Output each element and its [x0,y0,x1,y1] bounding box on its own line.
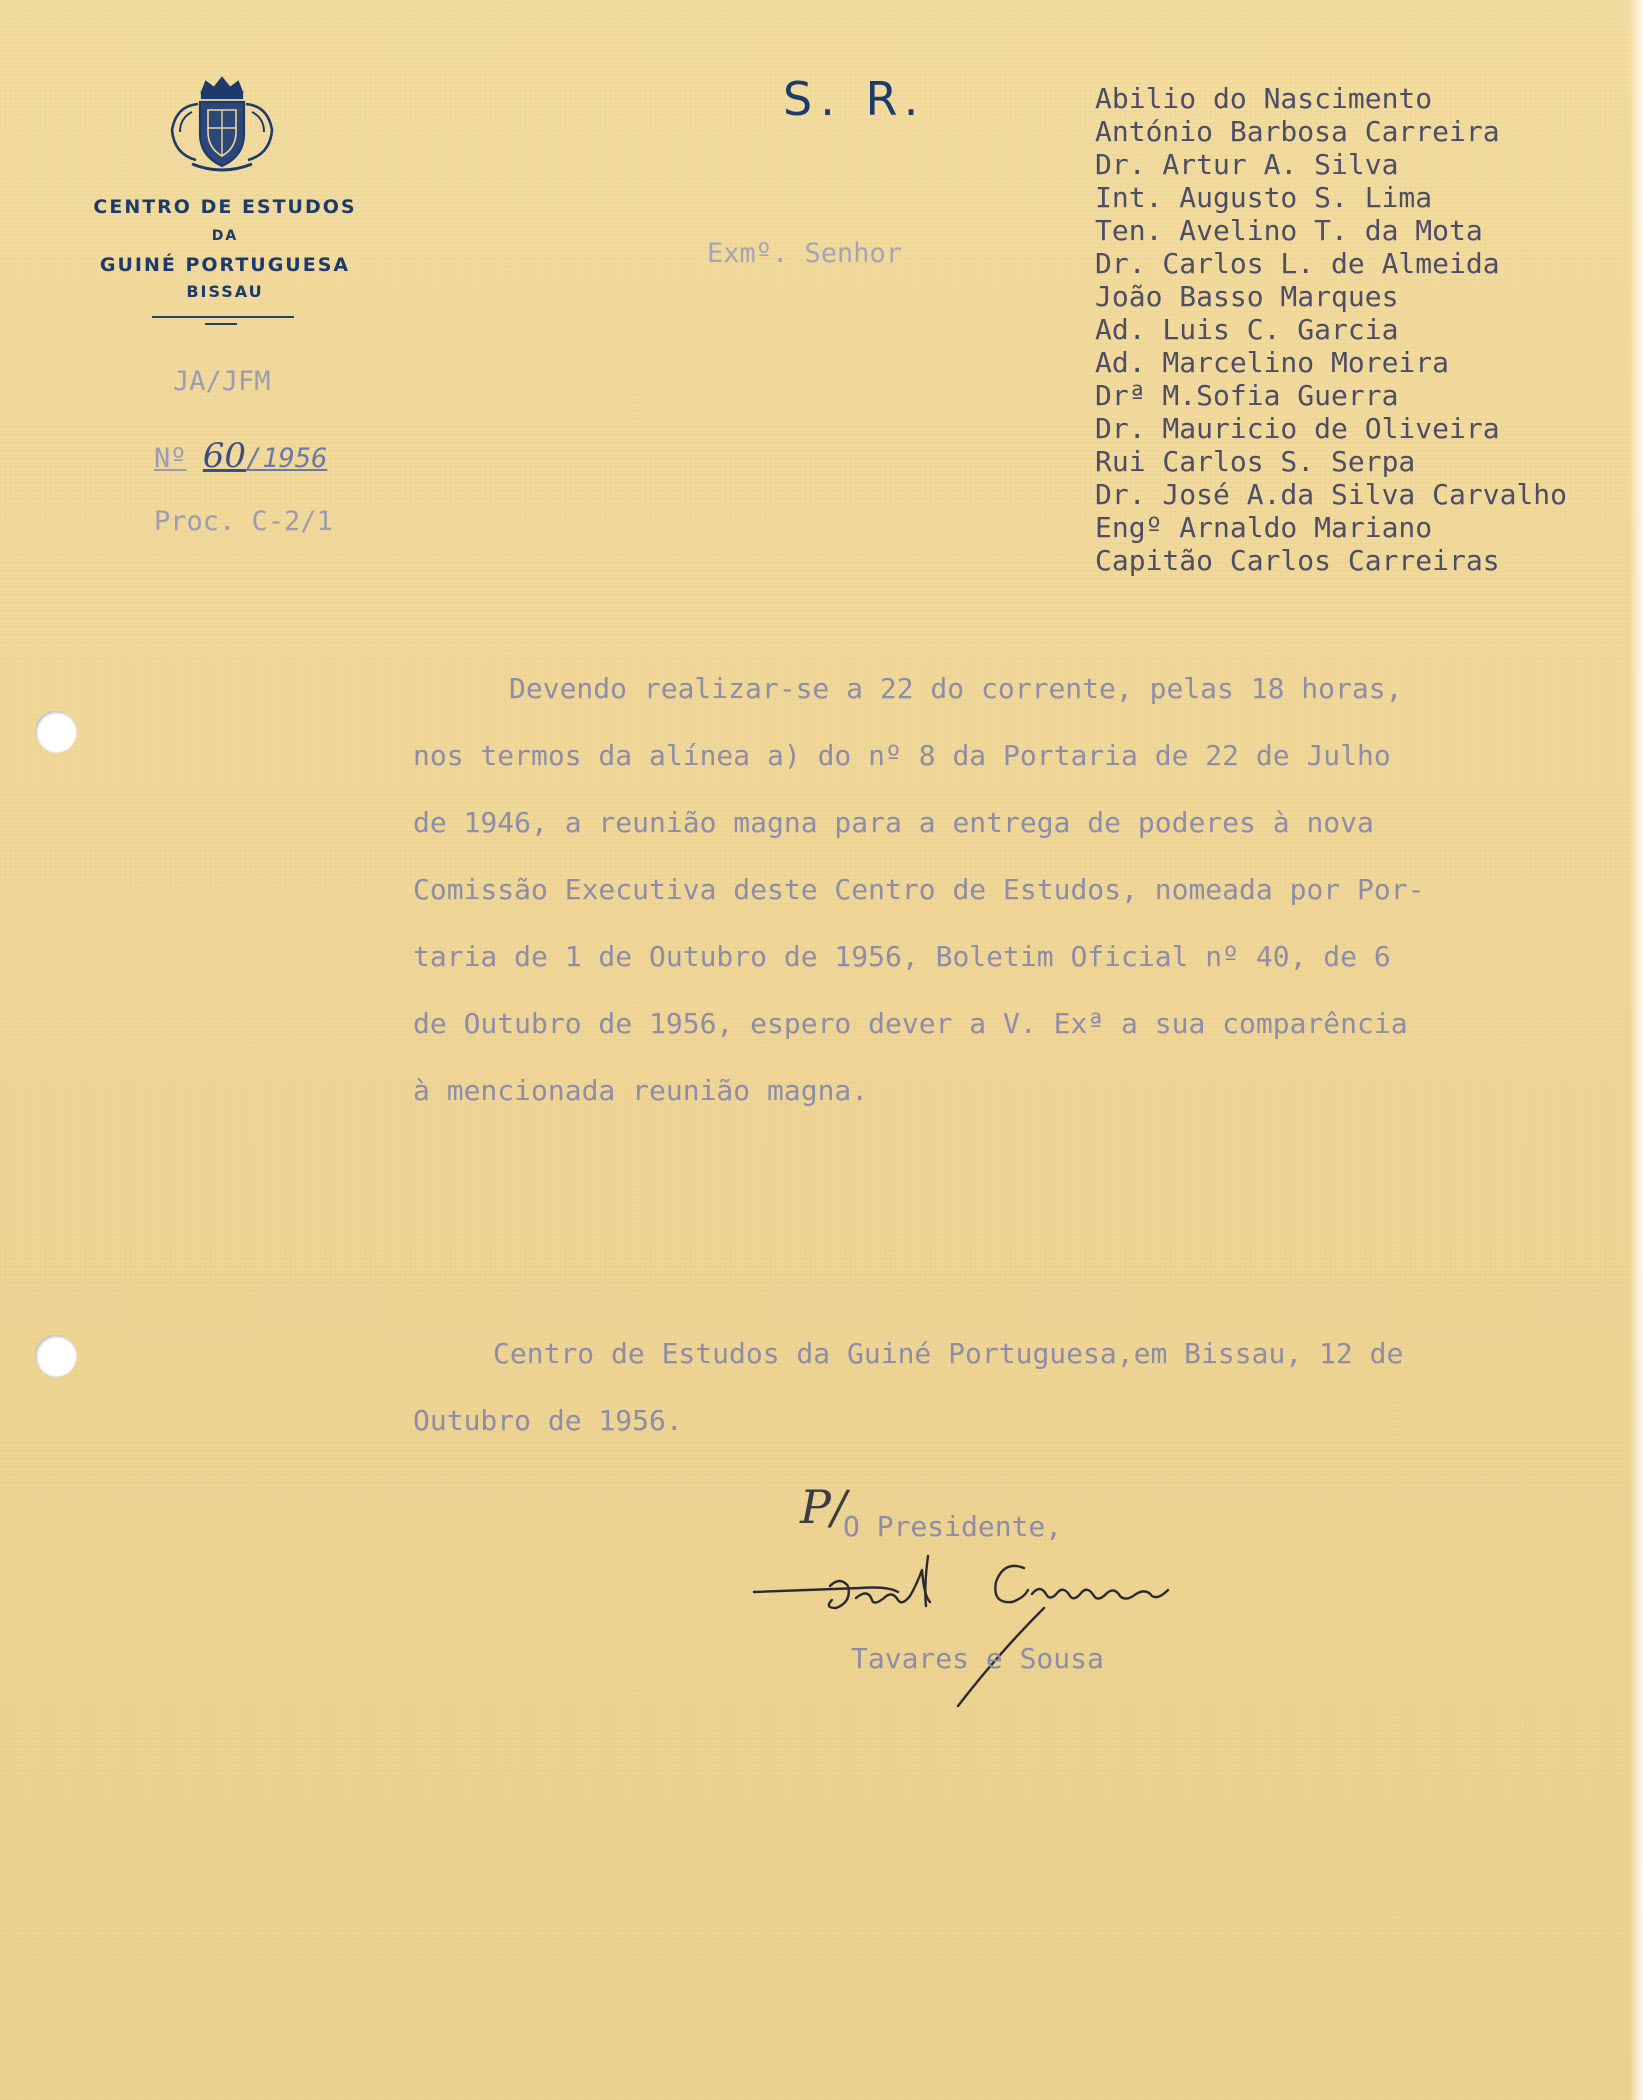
reference-number-label: Nº [154,443,187,474]
recipient-item: Rui Carlos S. Serpa [1095,445,1416,478]
letterhead-divider [152,316,294,318]
reference-number-value: 60 [202,436,247,476]
heading-sr: S. R. [783,72,927,126]
recipient-item: Dr. Mauricio de Oliveira [1095,412,1500,445]
body-paragraph-1-line: à mencionada reunião magna. [413,1074,869,1107]
reference-code: JA/JFM [173,366,271,397]
recipient-item: Ad. Luis C. Garcia [1095,313,1399,346]
recipient-item: Abilio do Nascimento [1095,82,1433,115]
recipient-item: Ad. Marcelino Moreira [1095,346,1450,379]
recipients-list [1095,82,1643,577]
recipient-item: Drª M.Sofia Guerra [1095,379,1399,412]
signature-title: O Presidente, [843,1510,1063,1543]
reference-process: Proc. C-2/1 [154,506,333,537]
recipient-item: Dr. Carlos L. de Almeida [1095,247,1500,280]
letterhead-divider-short [205,323,237,325]
punch-hole-top [35,711,77,753]
recipient-item: António Barbosa Carreira [1095,115,1500,148]
letterhead-line-1: CENTRO DE ESTUDOS [93,196,357,218]
signatory-name: Tavares e Sousa [851,1642,1104,1675]
recipient-item: Dr. José A.da Silva Carvalho [1095,478,1568,511]
body-paragraph-1-line: Devendo realizar-se a 22 do corrente, pelas 18 horas, [509,672,1403,705]
letterhead-line-3: GUINÉ PORTUGUESA [99,254,351,276]
handwritten-signature [748,1546,1288,1716]
reference-number-year: /1956 [246,443,328,474]
signature-handwritten-prefix: P/ [800,1480,847,1534]
coat-of-arms-icon [162,72,282,176]
body-paragraph-2-line: Outubro de 1956. [413,1404,683,1437]
body-paragraph-1-line: de 1946, a reunião magna para a entrega de poderes à nova [413,806,1374,839]
recipient-item: Capitão Carlos Carreiras [1095,544,1500,577]
recipient-item: Int. Augusto S. Lima [1095,181,1433,214]
recipient-item: Ten. Avelino T. da Mota [1095,214,1483,247]
salutation: Exmº. Senhor [707,238,903,269]
body-paragraph-1-line: Comissão Executiva deste Centro de Estudos, nomeada por Por- [413,873,1425,906]
body-paragraph-1-line: nos termos da alínea a) do nº 8 da Portaria de 22 de Julho [413,739,1391,772]
body-paragraph-1-line: de Outubro de 1956, espero dever a V. Exª a sua comparência [413,1007,1408,1040]
recipient-item: João Basso Marques [1095,280,1399,313]
reference-number [154,436,327,476]
letterhead-line-2: DA [211,228,239,244]
recipient-item: Dr. Artur A. Silva [1095,148,1399,181]
letterhead-line-4: BISSAU [186,282,264,301]
body-paragraph-2-line: Centro de Estudos da Guiné Portuguesa,em Bissau, 12 de [493,1337,1404,1370]
recipient-item: Engº Arnaldo Mariano [1095,511,1433,544]
punch-hole-bottom [35,1335,77,1377]
body-paragraph-1-line: taria de 1 de Outubro de 1956, Boletim Oficial nº 40, de 6 [413,940,1391,973]
